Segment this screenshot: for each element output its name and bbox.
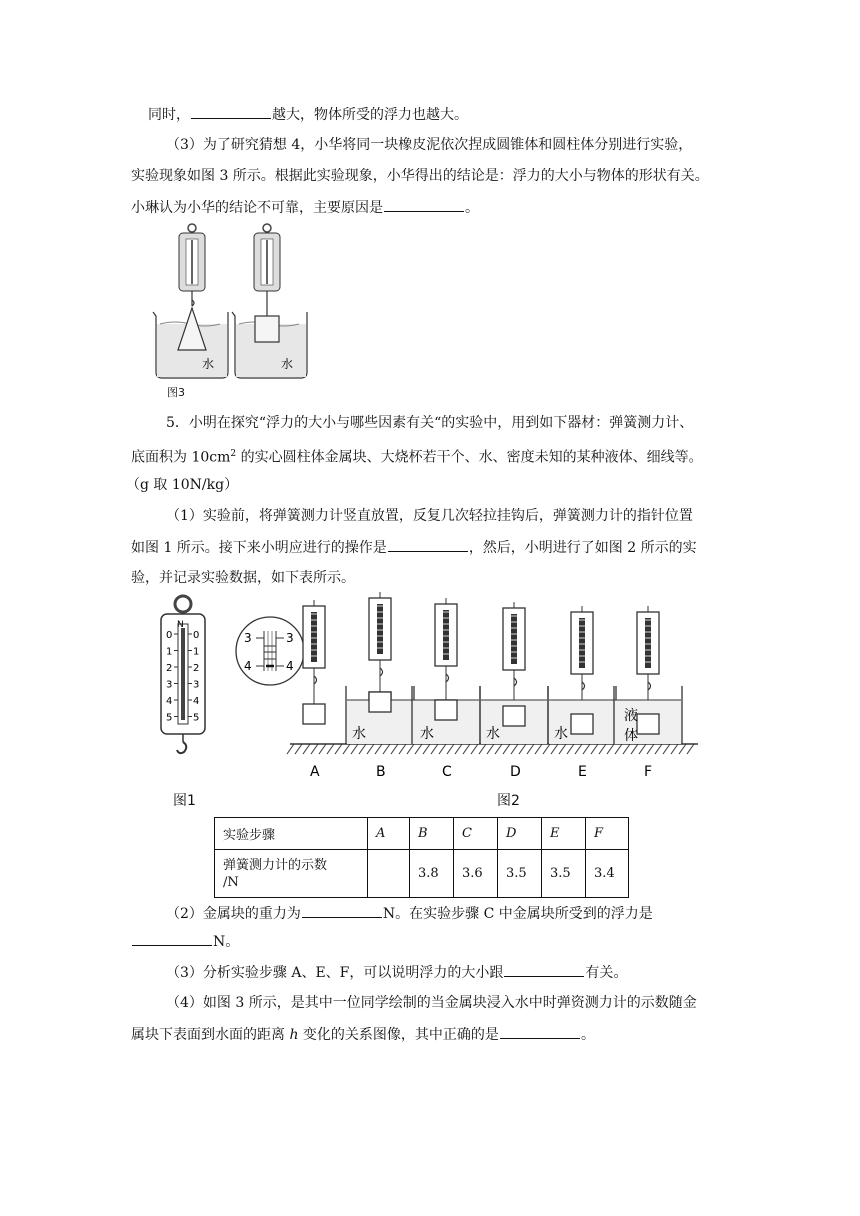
figure1-spring-scale <box>155 594 215 759</box>
scale-tick-label: 0 <box>193 630 200 641</box>
table-step: A <box>368 818 410 850</box>
text-line-4: 小琳认为小华的结论不可靠，主要原因是 。 <box>131 197 479 218</box>
zoom-label-4-left: 4 <box>244 659 252 673</box>
step-label: A <box>310 764 320 780</box>
liquid-label: 水 <box>352 726 366 742</box>
step-labels <box>310 764 652 780</box>
table-header-label: 实验步骤 <box>215 818 368 850</box>
q5-line-2: 底面积为 $10cm^2$ 的实心圆柱体金属块、大烧杯若干个、水、密度未知的某种液体、细线等。 <box>131 449 703 466</box>
step-label: E <box>578 764 587 780</box>
liquid-label: 水 <box>554 726 568 742</box>
table-step: C <box>454 818 498 850</box>
scale-tick-label: 0 <box>166 630 173 641</box>
table-cell <box>368 850 410 898</box>
table-cell: 3.6 <box>454 850 498 898</box>
scale-tick-label: 4 <box>193 696 200 707</box>
metal-block <box>637 714 659 734</box>
q5-line-3: （g 取 10N/kg） <box>126 477 239 493</box>
metal-block <box>369 692 391 712</box>
liquid-label: 水 <box>486 726 500 742</box>
figure3-beakers <box>150 220 310 400</box>
p4-line-1: （4）如图 3 所示，是其中一位同学绘制的当金属块浸入水中时弹资测力计的示数随金 <box>166 995 697 1011</box>
spring-scale-2 <box>254 224 280 316</box>
figure1-caption: 图1 <box>173 793 196 809</box>
answer-blank[interactable] <box>132 931 212 946</box>
zoom-label-3-right: 3 <box>286 631 294 645</box>
table-row <box>215 818 629 850</box>
text-line-2: （3）为了研究猜想 4，小华将同一块橡皮泥依次捏成圆锥体和圆柱体分别进行实验， <box>166 137 693 153</box>
step-label: B <box>376 764 386 780</box>
scale-tick-label: 2 <box>193 663 200 674</box>
scale-tick-label: 1 <box>193 646 200 658</box>
answer-blank[interactable] <box>302 903 382 918</box>
table-cell: 3.4 <box>586 850 629 898</box>
metal-block <box>303 704 325 724</box>
text-line-1: 同时， 越大，物体所受的浮力也越大。 <box>148 104 468 125</box>
scale-tick-label: 2 <box>166 663 173 674</box>
table-cell: 3.5 <box>498 850 542 898</box>
answer-blank[interactable] <box>191 104 271 119</box>
table-step: B <box>410 818 454 850</box>
answer-blank[interactable] <box>388 537 468 552</box>
scale-tick-label: 4 <box>166 696 173 707</box>
table-row <box>215 850 629 898</box>
table-step: F <box>586 818 629 850</box>
table-cell: 3.5 <box>542 850 586 898</box>
scale-tick-label: 5 <box>193 712 200 724</box>
text-line-3: 实验现象如图 3 所示。根据此实验现象，小华得出的结论是：浮力的大小与物体的形状有关。 <box>131 168 709 184</box>
metal-block <box>571 714 593 734</box>
answer-blank[interactable] <box>500 1024 580 1039</box>
metal-block <box>503 706 525 726</box>
table-row-label: 弹簧测力计的示数 /N <box>215 850 368 898</box>
figure3-caption: 图3 <box>167 386 185 399</box>
p2-line-2: N。 <box>131 931 239 952</box>
table-step: E <box>542 818 586 850</box>
liquid-label: 体 <box>624 728 638 744</box>
scale-tick-label: 1 <box>166 646 173 658</box>
liquid-label: 液 <box>624 708 638 724</box>
unit-label: N <box>177 620 184 630</box>
step-label: C <box>442 764 452 780</box>
table-step: D <box>498 818 542 850</box>
p2-line-1: （2）金属块的重力为 N。在实验步骤 C 中金属块所受到的浮力是 <box>166 903 653 924</box>
metal-block <box>435 700 457 720</box>
figure2-caption: 图2 <box>497 793 520 809</box>
step-label: F <box>644 764 653 780</box>
scale-tick-label: 3 <box>166 679 173 691</box>
q5-line-1: 5．小明在探究“浮力的大小与哪些因素有关“的实验中，用到如下器材：弹簧测力计、 <box>166 415 694 431</box>
zoom-label-4-right: 4 <box>286 659 294 673</box>
answer-blank[interactable] <box>384 197 464 212</box>
zoom-label-3-left: 3 <box>244 631 252 645</box>
zoomed-scale <box>236 617 304 685</box>
data-table <box>214 817 629 898</box>
water-label-2: 水 <box>281 357 294 371</box>
ground-hatching <box>287 744 694 754</box>
scale-tick-label: 3 <box>193 679 200 691</box>
step-label: D <box>510 764 521 780</box>
p1-line-1: （1）实验前，将弹簧测力计竖直放置，反复几次轻拉挂钩后，弹簧测力计的指针位置 <box>166 508 693 524</box>
scale-tick-label: 5 <box>166 712 173 724</box>
p4-line-2: 属块下表面到水面的距离 h 变化的关系图像，其中正确的是 。 <box>131 1024 595 1045</box>
spring-scale-1 <box>179 224 205 306</box>
figure2-experiment <box>228 586 708 786</box>
table-cell: 3.8 <box>410 850 454 898</box>
spring-scale <box>303 600 325 724</box>
liquid-label: 水 <box>420 726 434 742</box>
p1-line-3: 验，并记录实验数据，如下表所示。 <box>131 570 355 586</box>
p3-line: （3）分析实验步骤 A、E、F，可以说明浮力的大小跟 有关。 <box>166 962 627 983</box>
p1-line-2: 如图 1 所示。接下来小明应进行的操作是 ，然后，小明进行了如图 2 所示的实 <box>131 537 697 558</box>
water-label-1: 水 <box>202 357 215 371</box>
answer-blank[interactable] <box>504 962 584 977</box>
